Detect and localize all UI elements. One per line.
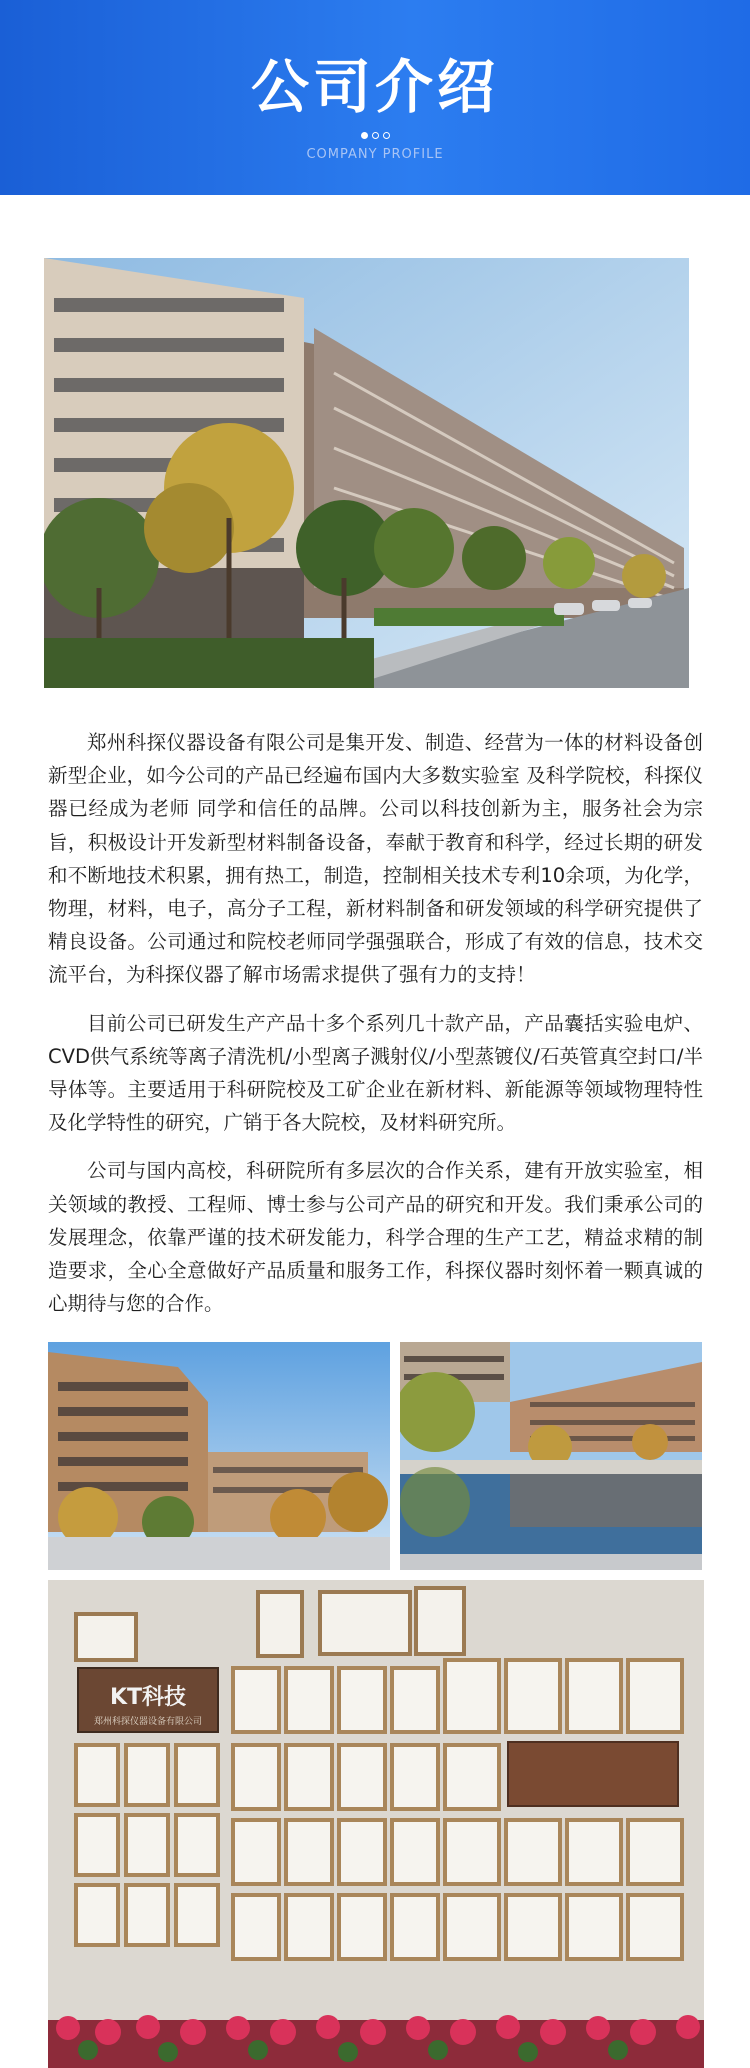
dot-icon: [361, 132, 368, 139]
logo-text: KT科技: [109, 1685, 187, 1710]
campus-photo: [48, 1342, 390, 1570]
page-subtitle: COMPANY PROFILE: [306, 147, 444, 162]
certificates-wall-photo: [48, 1580, 704, 2068]
page-title: 公司介绍: [250, 53, 499, 121]
header-banner: [0, 0, 750, 195]
dot-icon: [383, 132, 390, 139]
intro-paragraph: 公司与国内高校，科研院所有多层次的合作关系，建有开放实验室，相关领域的教授、工程师、博士参与公司产品的研究和开发。我们秉承公司的发展理念，依靠严谨的技术研发能力，科学合理的生产工艺，精益求精的制造要求，全心全意做好产品质量和服务工作，科探仪器时刻怀着一颗真诚的心期待与您的合作。: [48, 1159, 703, 1316]
logo-subtext: 郑州科探仪器设备有限公司: [93, 1717, 203, 1727]
decorative-dots: [0, 124, 750, 143]
intro-paragraph: 郑州科探仪器设备有限公司是集开发、制造、经营为一体的材料设备创新型企业，如今公司的产品已经遍布国内大多数实验室 及科学院校，科探仪器已经成为老师 同学和信任的品牌。公司以科技创新为主，服务社会为宗旨，积极设计开发新型材料制备设备，奉献于教育和科学，经过长期的研发和不断地技术积累，拥有热工，制造，控制相关技术专利10余项，为化学，物理，材料，电子，高分子工程，新材料制备和研发领域的科学研究提供了精良设备。公司通过和院校老师同学强强联合，形成了有效的信息，技术交流平台，为科探仪器了解市场需求提供了强有力的支持！: [48, 731, 703, 987]
dot-icon: [372, 132, 379, 139]
company-intro-text: [48, 726, 703, 1335]
building-photo: [44, 258, 689, 688]
intro-paragraph: 目前公司已研发生产产品十多个系列几十款产品，产品囊括实验电炉、CVD供气系统等离子清洗机/小型离子溅射仪/小型蒸镀仪/石英管真空封口/半导体等。主要适用于科研院校及工矿企业在新材料、新能源等领域物理特性及化学特性的研究，广销于各大院校，及材料研究所。: [48, 1011, 703, 1135]
campus-pond-photo: [400, 1342, 702, 1570]
logo-plaque: [78, 1668, 218, 1732]
